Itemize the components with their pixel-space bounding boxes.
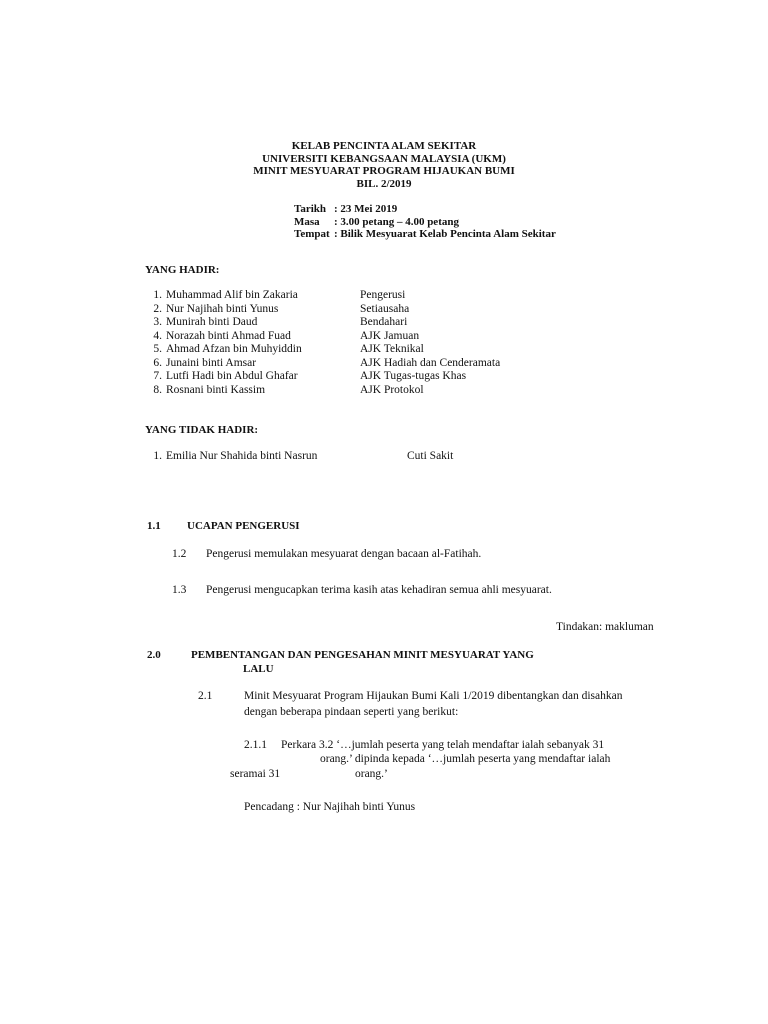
member-role: AJK Jamuan <box>360 329 420 342</box>
item-number: 1.2 <box>172 548 187 560</box>
member-role: AJK Teknikal <box>360 343 424 355</box>
list-item: 2. Nur Najihah binti Yunus Setiausaha <box>153 302 410 315</box>
absent-list <box>148 450 568 464</box>
list-item: 1. Muhammad Alif bin Zakaria Pengerusi <box>153 289 406 301</box>
meta-label: Tempat <box>294 228 330 240</box>
list-item: 3. Munirah binti Daud Bendahari <box>153 316 408 328</box>
member-name: Junaini binti Amsar <box>166 356 257 369</box>
member-role: Setiausaha <box>360 302 410 315</box>
document-title: MINIT MESYUARAT PROGRAM HIJAUKAN BUMI <box>253 165 515 177</box>
meta-time <box>294 216 556 229</box>
member-name: Ahmad Afzan bin Muhyiddin <box>166 343 302 355</box>
section-title-continued: LALU <box>243 663 274 675</box>
meta-value: : 3.00 petang – 4.00 petang <box>334 215 459 228</box>
subitem-text: orang.’ dipinda kepada ‘…jumlah peserta yang mendaftar ialah <box>320 753 611 765</box>
meta-value: : Bilik Mesyuarat Kelab Pencinta Alam Sekitar <box>334 228 556 240</box>
list-item: 6. Junaini binti Amsar AJK Hadiah dan Cenderamata <box>153 356 501 369</box>
list-item: 4. Norazah binti Ahmad Fuad AJK Jamuan <box>153 329 420 342</box>
member-name: Nur Najihah binti Yunus <box>166 302 279 315</box>
document-number: BIL. 2/2019 <box>356 177 412 190</box>
member-name: Emilia Nur Shahida binti Nasrun <box>166 450 318 462</box>
university-name: UNIVERSITI KEBANGSAAN MALAYSIA (UKM) <box>262 152 506 165</box>
present-heading: YANG HADIR: <box>145 264 220 276</box>
member-name: Rosnani binti Kassim <box>166 383 266 396</box>
absence-reason: Cuti Sakit <box>407 450 454 462</box>
member-role: AJK Protokol <box>360 383 424 396</box>
list-item: 1. Emilia Nur Shahida binti Nasrun Cuti Sakit <box>153 450 454 462</box>
section-title: PEMBENTANGAN DAN PENGESAHAN MINIT MESYUARAT YANG <box>191 649 534 661</box>
subitem-text: Perkara 3.2 ‘…jumlah peserta yang telah mendaftar ialah sebanyak 31 <box>281 739 605 751</box>
meta-date <box>294 203 556 216</box>
meta-label: Tarikh <box>294 203 327 215</box>
item-number: 1.3 <box>172 584 187 596</box>
item-text: Pengerusi memulakan mesyuarat dengan bacaan al-Fatihah. <box>206 548 482 560</box>
proposer-line: Pencadang : Nur Najihah binti Yunus <box>244 801 416 813</box>
section-number: 2.0 <box>147 649 161 661</box>
item-text: Minit Mesyuarat Program Hijaukan Bumi Kali 1/2019 dibentangkan dan disahkan <box>244 690 623 702</box>
list-item: 8. Rosnani binti Kassim AJK Protokol <box>153 383 424 396</box>
member-role: Bendahari <box>360 316 408 328</box>
member-role: AJK Tugas-tugas Khas <box>360 370 467 382</box>
present-list <box>148 289 568 397</box>
member-name: Muhammad Alif bin Zakaria <box>166 289 298 301</box>
meeting-details <box>294 203 556 241</box>
item-text: dengan beberapa pindaan seperti yang berikut: <box>244 706 459 718</box>
section-number: 1.1 <box>147 520 161 532</box>
member-role: AJK Hadiah dan Cenderamata <box>360 356 501 369</box>
list-item: 5. Ahmad Afzan bin Muhyiddin AJK Teknikal <box>153 343 424 355</box>
meta-value: : 23 Mei 2019 <box>334 203 398 215</box>
subitem-text: seramai 31 <box>230 768 281 780</box>
meta-label: Masa <box>294 215 320 228</box>
document-header <box>0 140 768 190</box>
member-name: Lutfi Hadi bin Abdul Ghafar <box>166 370 298 382</box>
absent-heading: YANG TIDAK HADIR: <box>145 424 259 436</box>
section-title: UCAPAN PENGERUSI <box>187 520 300 532</box>
meta-venue <box>294 228 556 241</box>
item-number: 2.1 <box>198 690 213 702</box>
member-name: Munirah binti Daud <box>166 316 258 328</box>
action-note: Tindakan: makluman <box>556 621 654 633</box>
member-role: Pengerusi <box>360 289 406 301</box>
club-name: KELAB PENCINTA ALAM SEKITAR <box>291 140 477 152</box>
member-name: Norazah binti Ahmad Fuad <box>166 329 291 342</box>
list-item: 7. Lutfi Hadi bin Abdul Ghafar AJK Tugas-tugas Khas <box>153 370 467 382</box>
subitem-text: orang.’ <box>355 768 388 780</box>
subitem-number: 2.1.1 <box>244 739 267 751</box>
item-text: Pengerusi mengucapkan terima kasih atas kehadiran semua ahli mesyuarat. <box>206 584 552 596</box>
